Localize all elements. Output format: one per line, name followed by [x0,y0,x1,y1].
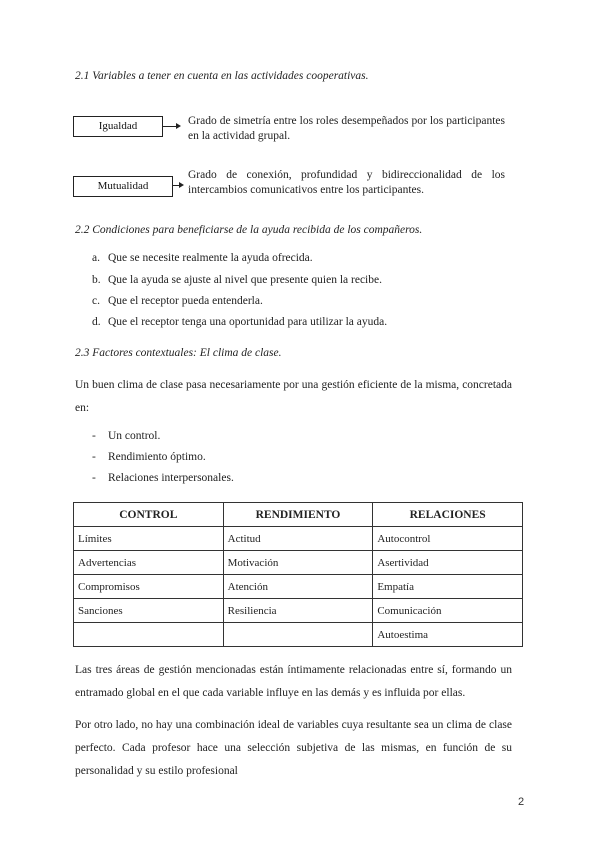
table-row [74,599,523,623]
section-2-3-heading: 2.3 Factores contextuales: El clima de clase. [75,347,282,359]
section-2-2-heading: 2.2 Condiciones para beneficiarse de la ayuda recibida de los compañeros. [75,224,423,236]
bullet-text: Un control. [108,430,161,442]
table-header-relaciones: RELACIONES [373,503,523,527]
table-cell: Sanciones [74,599,224,623]
bullet-text: Rendimiento óptimo. [108,451,206,463]
condition-item-b [92,274,382,286]
table-row [74,623,523,647]
bullet-marker: - [92,472,96,484]
paragraph-areas: Las tres áreas de gestión mencionadas están íntimamente relacionadas entre sí, formando un entramado global en el que cada variable influye en las demás y es influida por ellas. [75,664,512,699]
table-cell: Advertencias [74,551,224,575]
igualdad-arrow [162,126,177,127]
table-row [74,575,523,599]
bullet-item-rendimiento [92,451,206,463]
table-cell: Atención [223,575,373,599]
list-text: Que el receptor tenga una oportunidad para utilizar la ayuda. [108,316,388,328]
table-cell [74,623,224,647]
table-cell: Resiliencia [223,599,373,623]
table-cell: Autoestima [373,623,523,647]
table-row [74,551,523,575]
section-2-1-heading: 2.1 Variables a tener en cuenta en las actividades cooperativas. [75,70,369,82]
bullet-text: Relaciones interpersonales. [108,472,234,484]
mutualidad-arrow [172,185,180,186]
condition-item-c [92,295,263,307]
list-marker: c. [92,295,100,307]
table-header-control: CONTROL [74,503,224,527]
table-cell: Empatía [373,575,523,599]
list-marker: a. [92,252,100,264]
management-table [73,502,523,647]
list-text: Que la ayuda se ajuste al nivel que presente quien la recibe. [108,274,382,286]
list-marker: d. [92,316,101,328]
intro-paragraph: Un buen clima de clase pasa necesariamente por una gestión eficiente de la misma, concretada en: [75,379,512,414]
page-number: 2 [518,796,525,808]
list-text: Que se necesite realmente la ayuda ofrecida. [108,252,313,264]
table-cell: Límites [74,527,224,551]
list-marker: b. [92,274,101,286]
condition-item-a [92,252,313,264]
igualdad-description: Grado de simetría entre los roles desempeñados por los participantes en la actividad grupal. [188,115,505,142]
table-cell: Autocontrol [373,527,523,551]
table-cell: Motivación [223,551,373,575]
condition-item-d [92,316,388,328]
bullet-item-relaciones [92,472,234,484]
table-row [74,527,523,551]
table-cell: Compromisos [74,575,224,599]
bullet-marker: - [92,451,96,463]
table-cell: Actitud [223,527,373,551]
table-cell [223,623,373,647]
igualdad-box: Igualdad [73,116,163,137]
list-text: Que el receptor pueda entenderla. [108,295,263,307]
table-header-rendimiento: RENDIMIENTO [223,503,373,527]
bullet-marker: - [92,430,96,442]
table-cell: Asertividad [373,551,523,575]
table-header-row [74,503,523,527]
mutualidad-box: Mutualidad [73,176,173,197]
paragraph-combination: Por otro lado, no hay una combinación ideal de variables cuya resultante sea un clima de clase perfecto. Cada profesor hace una selección subjetiva de las mismas, en función de su personalidad y su estilo profesional [75,719,512,777]
table-cell: Comunicación [373,599,523,623]
bullet-item-control [92,430,161,442]
mutualidad-description: Grado de conexión, profundidad y bidireccionalidad de los intercambios comunicativos entre los participantes. [188,169,505,196]
